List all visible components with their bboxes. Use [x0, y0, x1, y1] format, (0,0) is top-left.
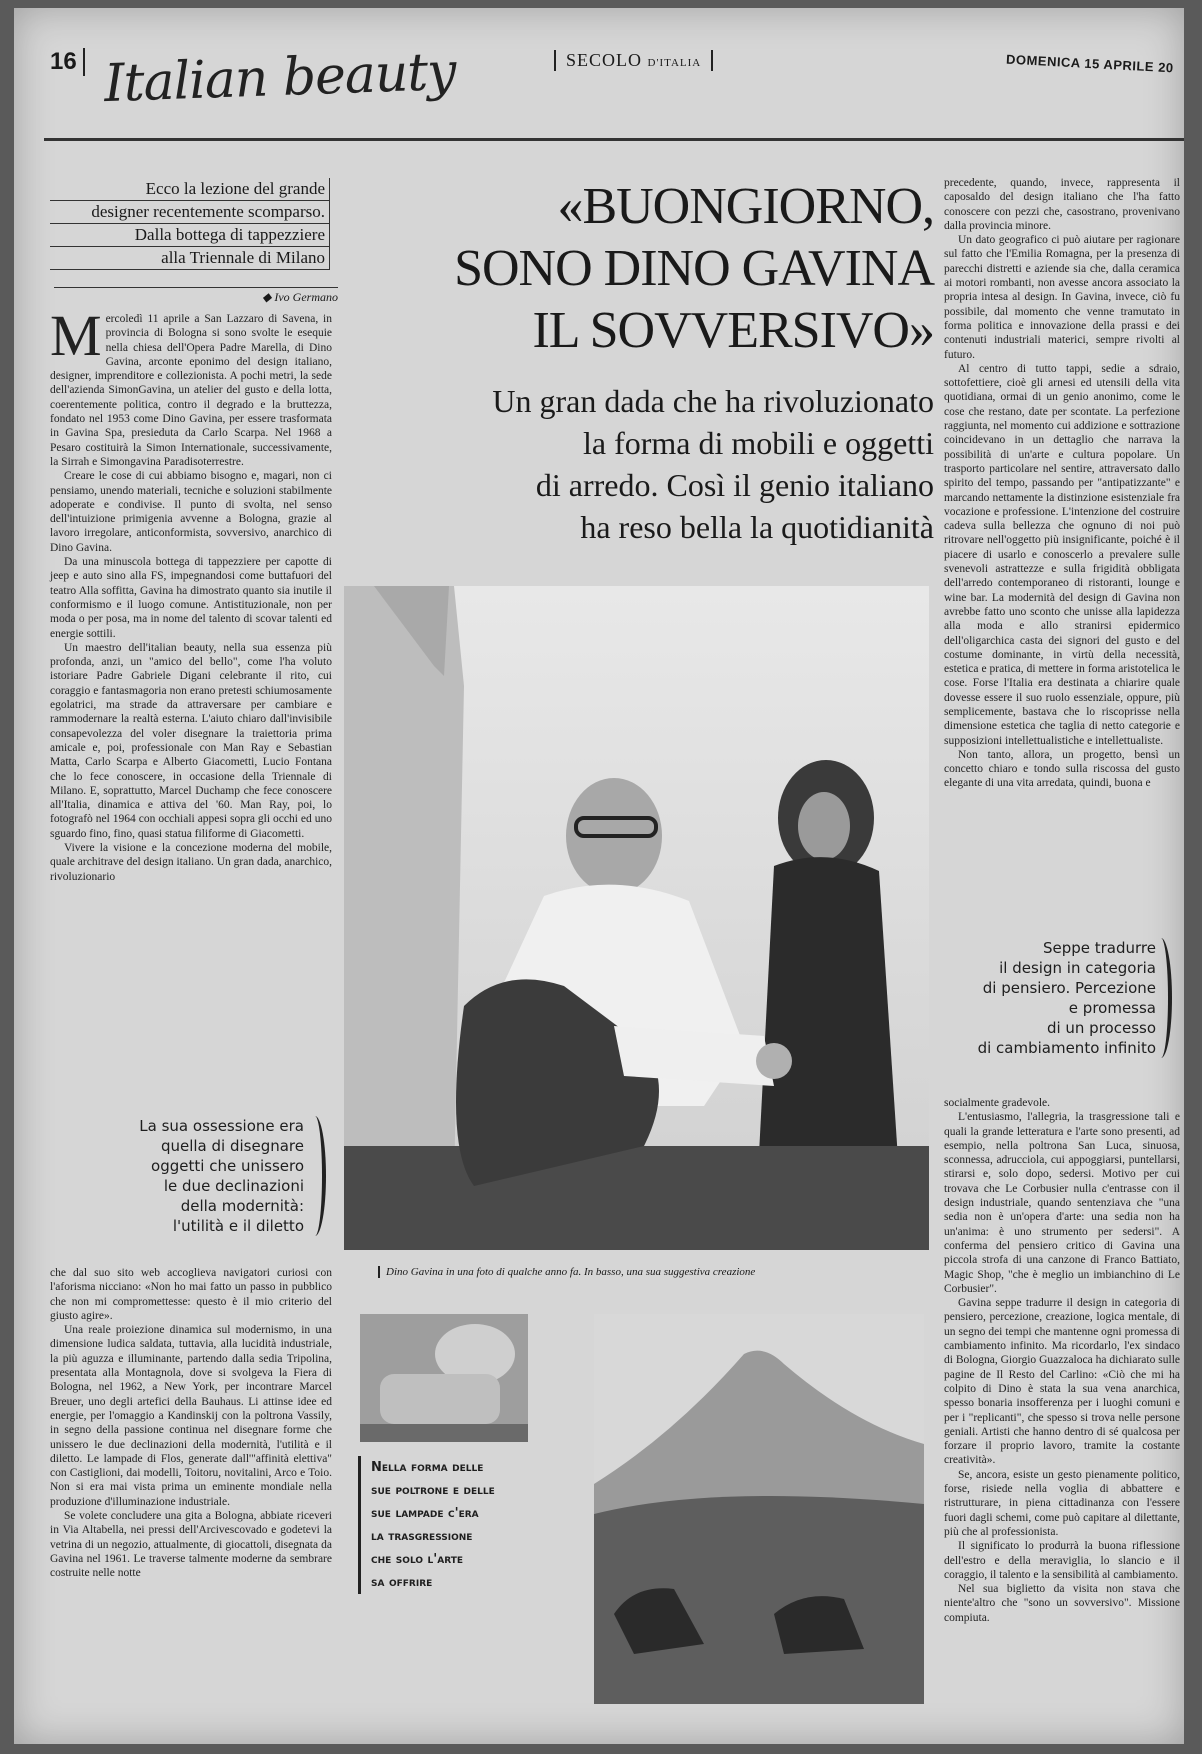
pull-quote-line: e promessa: [1068, 999, 1156, 1017]
inset-caption-line: sa offrire: [371, 1575, 433, 1590]
article-column-1: [50, 303, 332, 884]
article-column-3: [944, 176, 1180, 791]
paragraph: Gavina seppe tradurre il design in categoria di pensiero, percezione, creazione, logica mentale, di un segno dei tempi che mantenne ogni promessa di cambiamento infinito. Ma ricordarlo, l'ex sindaco di Bologna, Giorgio Guazzaloca ha dichiarato sulle pagine de Il Resto del Carlino: «Ciò che mi ha colpito di Dino è stata la sua vena anarchica, spesso bonaria insofferenza per i luoghi comuni e per i "replicanti", che spesso si trova nelle persone geniali. Artisti che hanno dentro di sé qualcosa per forzare il proprio lavoro, tramite la costante creatività».: [944, 1297, 1180, 1467]
paragraph: Un maestro dell'italian beauty, nella sua essenza più profonda, anzi, un "amico del bello", come l'ha voluto istoriare Padre Gabriele Digani celebrante il rito, cui coraggio e fantasmagoria non erano pretesti schiumosamente egolatrici, ma strade da attraversare per cambiare e rammodernare la realtà esterna. L'aiuto chiaro dall'invisibile consapevolezza del voler disegnare la traiettoria prima amicale e, poi, professionale con Man Ray e Sebastian Matta, Carlo Scarpa e Alberto Giacometti, Lucio Fontana che lo fece conoscere, in occasione della Triennale di Milano. E, soprattutto, Marcel Duchamp che fece conoscere all'Italia, dinamica e attiva del '60. Man Ray, poi, lo fotografò nel 1964 con occhiali appesi sopra gli occhi ed uno sguardo fino, fino, quasi statua filiforme di Giacometti.: [50, 641, 332, 840]
paragraph: Mercoledì 11 aprile a San Lazzaro di Savena, in provincia di Bologna si sono svolte le esequie nella chiesa dell'Opera Padre Marella, di Dino Gavina, arconte eponimo del design italiano, designer, imprenditore e collezionista. A pochi metri, la sede dell'azienda SimonGavina, un atelier del gusto e della lotta, coerentemente politica, contro il degrado e la bruttezza, fondato nel 1953 come Dino Gavina, per essere trasformata in Gavina Spa, presieduta da Carlo Scarpa. Nel 1968 a Pesaro costituirà la Simon Internationale, successivamente, la Sirrah e Simongavina Paradisoterrestre.: [50, 303, 332, 468]
section-rubric: Italian beauty: [103, 41, 457, 115]
headline: [344, 176, 934, 362]
article-column-1-continued: [50, 1266, 332, 1581]
landscape-photo-illustration: [594, 1314, 924, 1704]
kicker-line: Dalla bottega di tappezziere: [50, 224, 330, 247]
pull-quote-line: oggetti che unissero: [151, 1157, 304, 1175]
quote-bracket: [304, 1116, 326, 1236]
landscape-photo-armchairs: [594, 1314, 924, 1704]
header-rule: [44, 138, 1184, 141]
pull-quote-line: di cambiamento infinito: [977, 1039, 1156, 1057]
paragraph: precedente, quando, invece, rappresenta il caposaldo del design italiano che l'ha fatto conoscere con pezzi che, casostrano, provenivano dalla provincia minore.: [944, 177, 1180, 232]
pull-quote-line: il design in categoria: [999, 959, 1156, 977]
pull-quote-2: [944, 938, 1156, 1058]
paragraph: Vivere la visione e la concezione moderna del mobile, quale architrave del design italiano. Un gran dada, anarchico, rivoluzionario: [50, 841, 332, 883]
inset-caption-line: Nella forma delle: [371, 1460, 484, 1475]
kicker-line: alla Triennale di Milano: [50, 247, 330, 270]
paragraph: Al centro di tutto tappi, sedie a sdraio, sottofettiere, cioè gli arnesi ed utensili della vita quotidiana, ormai di un genio anonimo, come le cose che restano, date per scontate. La perfezione raggiunta, nel momento cui addizione e sottrazione coincidevano in un dettaglio che narrava la possibilità di un'arte e cultura popolare. Un trasporto particolare nel sentire, attraversato dallo spirito del tempo, passando per "antipatizzante" e marcando nettamente la distinzione esistenziale fra vocazione e professione. L'intenzione del costruire cadeva sulla bellezza che ognuno di noi può ritrovare nell'oggetto più insignificante, poiché è il piacere di usarlo e conoscerlo a prevalere sulle svenevoli astrattezze e sulla frigidità obbligata dell'arredo contemporaneo di ristoranti, lounge e wine bar. La modernità del design di Gavina non avrebbe fatto uno sconto che unisse alla lapidezza alla moda e allo stranirsi epidermico dell'oligarchica casta dei signori del gusto e del costume dominante, in virtù della necessità, estetica e pratica, di mettere in forma aristotelica le cose. Forse l'Italia era destinata a chiarire quale dovesse essere il suo ruolo essenziale, oppure, più semplicemente, bastava che lo riscoprisse nella dimensione estetica che taglia di netto categorie e supposizioni intellettualistiche e intellettualiste.: [944, 362, 1180, 747]
masthead: [554, 50, 713, 71]
paragraph: Se, ancora, esiste un gesto pienamente politico, forse, risiede nella voglia di abbattere e ristrutturare, in piena cittadinanza con l'essere fuori dagli schemi, come può capitare al dilettante, più che al professionista.: [944, 1468, 1180, 1538]
paragraph: che dal suo sito web accoglieva navigatori curiosi con l'aforisma nicciano: «Non ho mai fatto un passo in pubblico che non mi compromettesse: questo è il mio criterio del giusto agire».: [50, 1267, 332, 1322]
pull-quote-line: Seppe tradurre: [1042, 939, 1156, 957]
pull-quote-line: quella di disegnare: [160, 1137, 304, 1155]
subhead-line: la forma di mobili e oggetti: [582, 425, 934, 461]
inset-caption-line: sue lampade c'era: [371, 1506, 479, 1521]
headline-line: SONO DINO GAVINA: [454, 240, 934, 297]
paragraph: Il significato lo produrrà la buona riflessione dell'estro e della meraviglia, lo slancio e il coraggio, il talento e la sensibilità al cambiamento.: [944, 1540, 1180, 1581]
paragraph: Un dato geografico ci può aiutare per ragionare sul fatto che l'Emilia Romagna, per la presenza di parecchi distretti e aziende sia che, dalla ceramica ai motori rombanti, non avesse ancora associato la propria intesa al design. In Gavina, invece, ciò fu possibile, dal momento che venne tramutato in forma politica e innovazione della prassi e dei contenuti industriali materici, sempre rivolti al futuro.: [944, 234, 1180, 361]
inset-photo-chair: [360, 1314, 528, 1442]
kicker: [50, 178, 330, 270]
pull-quote-line: della modernità:: [180, 1197, 304, 1215]
paragraph: L'entusiasmo, l'allegria, la trasgressione tali e quali la grande letteratura e l'arte sono presenti, ad esempio, nella poltrona San Luca, sinuosa, sconnessa, adrucciola, cui appoggiarsi, puntellarsi, stirarsi e, solo dopo, sedersi. Motivo per cui trovava che Le Corbusier nulla c'entrasse con il design industriale, quando sentenziava che "una sedia non è un'opera d'arte: una sedia non ha un'anima: è uno strumento per sedersi". A conferma del pensiero critico di Gavina una piccola strofa di una canzone di Franco Battiato, Magic Shop, "che è meglio un imbianchino di Le Corbusier".: [944, 1111, 1180, 1295]
headline-line: IL SOVVERSIVO»: [532, 302, 934, 359]
inset-caption-line: sue poltrone e delle: [371, 1483, 495, 1498]
article-column-3-continued: [944, 1096, 1180, 1625]
kicker-line: Ecco la lezione del grande: [50, 178, 330, 201]
photo-illustration: [344, 586, 929, 1250]
pull-quote-line: La sua ossessione era: [139, 1117, 304, 1135]
paragraph: socialmente gradevole.: [944, 1097, 1051, 1109]
pull-quote-line: di pensiero. Percezione: [982, 979, 1156, 997]
paragraph: Da una minuscola bottega di tappezziere per capotte di jeep e auto sino alla FS, impegnandosi come buttafuori del teatro Alla soffitta, Gavina ha dimostrato quanto sia inutile il conformismo e il luogo comune. Antistituzionale, non per moda o per posa, ma in nome del talento di scovar talenti ed energie sottili.: [50, 556, 332, 640]
pull-quote-line: di un processo: [1046, 1019, 1156, 1037]
author-byline: ◆ Ivo Germano: [54, 287, 338, 305]
dateline: DOMENICA 15 APRILE 20: [1005, 51, 1175, 76]
inset-caption-line: che solo l'arte: [371, 1552, 464, 1567]
paragraph: Una reale proiezione dinamica sul modernismo, in una dimensione ludica saldata, tuttavia, alla lucidità industriale, la più aguzza e illuminante, partendo dalla sedia Tripolina, presentata alla Montagnola, dove si svolgeva la Fiera di Bologna, nel 1962, a New York, per incontrare Marcel Breuer, uno degli artefici della Bauhaus. Li attinse idee ed energie, per l'omaggio a Kandinskij con la poltrona Vassily, in segno della passione continua nel disegnare forme che unissero le due declinazioni della modernità, l'utilità e il diletto. Le lampade di Flos, generate dall'"affinità elettiva" con Castiglioni, dai modelli, Toitoru, novitalini, Arco e Toio. Non si era mai vista prima un eminente mondiale nella produzione d'illuminazione industriale.: [50, 1324, 332, 1508]
kicker-line: designer recentemente scomparso.: [50, 201, 330, 224]
inset-caption-line: la trasgressione: [371, 1529, 473, 1544]
main-photo-dino-gavina: [344, 586, 929, 1250]
inset-photo-illustration: [360, 1314, 528, 1442]
paragraph: Creare le cose di cui abbiamo bisogno e, magari, non ci pensiamo, unendo materiali, tecniche e soluzioni stabilmente adoperate e condivise. Il punto di svolta, nel senso dell'intuizione primigenia avvenne a Bologna, grazie al lavoro irregolare, anticonformista, sovversivo, anarchico di Dino Gavina.: [50, 470, 332, 554]
pull-quote-line: le due declinazioni: [163, 1177, 304, 1195]
subheadline: [374, 380, 934, 548]
subhead-line: Un gran dada che ha rivoluzionato: [492, 383, 934, 419]
quote-bracket: [1150, 938, 1172, 1058]
masthead-subtitle: D'ITALIA: [647, 57, 702, 69]
headline-line: «BUONGIORNO,: [557, 178, 934, 235]
subhead-line: di arredo. Così il genio italiano: [535, 467, 934, 503]
page-number: 16: [50, 48, 85, 76]
pull-quote-line: l'utilità e il diletto: [172, 1217, 304, 1235]
subhead-line: ha reso bella la quotidianità: [580, 509, 934, 545]
newspaper-page: [14, 8, 1184, 1744]
pull-quote-1: [74, 1116, 304, 1236]
masthead-title: SECOLO: [566, 50, 643, 70]
author-name: Ivo Germano: [274, 290, 338, 304]
paragraph: Se volete concludere una gita a Bologna, abbiate riceveri in Via Altabella, nei pressi dell'Arcivescovado e godetevi la vetrina di un negozio, attualmente, di giocattoli, disegnata da Gavina nel 1961. Le traverse talmente moderne da sembrare costruite nelle notte: [50, 1510, 332, 1580]
paragraph: Nel sua biglietto da visita non stava che niente'altro che "sono un sovversivo". Missione compiuta.: [944, 1583, 1180, 1624]
photo-caption: Dino Gavina in una foto di qualche anno fa. In basso, una sua suggestiva creazione: [378, 1266, 946, 1278]
inset-caption: [358, 1456, 541, 1594]
paragraph: Non tanto, allora, un progetto, bensì un concetto chiaro e tondo sulla riscossa del gusto elegante di una vita arredata, quindi, buona e: [944, 748, 1180, 790]
